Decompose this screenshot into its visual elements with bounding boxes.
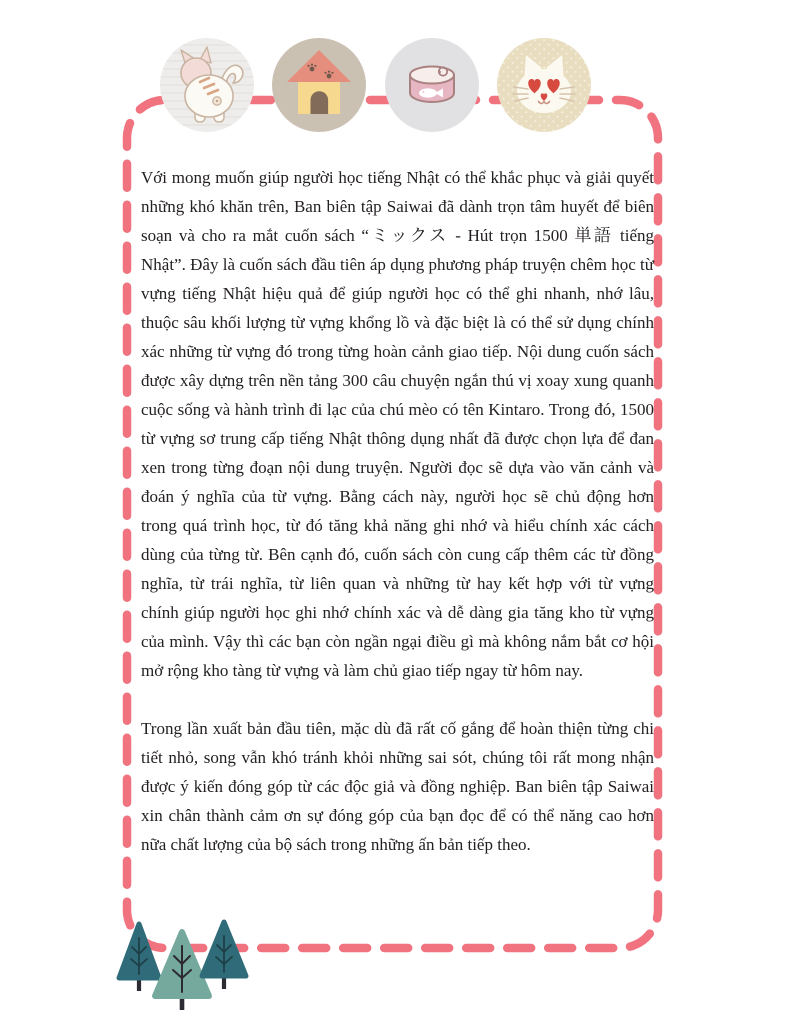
tree-light-middle: [155, 932, 209, 1010]
tree-dark-right: [202, 922, 246, 989]
pet-house-icon: [272, 38, 366, 132]
cat-back-icon: [160, 38, 254, 132]
paragraph: Với mong muốn giúp người học tiếng Nhật có thể khắc phục và giải quyết những khó khăn trên, Ban biên tập Saiwai đã dành trọn tâm huyết để biên soạn và cho ra mắt cuốn sách “ミックス - Hút trọn 1500 単語 tiếng Nhật”. Đây là cuốn sách đầu tiên áp dụng phương pháp truyện chêm học từ vựng tiếng Nhật hiệu quả để giúp người học có thể ghi nhanh, nhớ lâu, thuộc sâu khối lượng từ vựng khổng lồ và đặc biệt là có thể sử dụng chính xác những từ vựng đó trong từng hoàn cảnh giao tiếp. Nội dung cuốn sách được xây dựng trên nền tảng 300 câu chuyện ngắn thú vị xoay xung quanh cuộc sống và hành trình đi lạc của chú mèo có tên Kintaro. Trong đó, 1500 từ vựng sơ trung cấp tiếng Nhật thông dụng nhất đã được chọn lựa để đan xen trong từng đoạn nội dung truyện. Người đọc sẽ dựa vào văn cảnh và đoán ý nghĩa của từ vựng. Bằng cách này, người học sẽ chủ động hơn trong quá trình học, từ đó tăng khả năng ghi nhớ và hiểu chính xác cách dùng của từng từ. Bên cạnh đó, cuốn sách còn cung cấp thêm các từ đồng nghĩa, từ trái nghĩa, từ liên quan và những từ hay kết hợp với từ vựng chính giúp người học ghi nhớ chính xác và dễ dàng gia tăng kho từ vựng của mình. Vậy thì các bạn còn ngần ngại điều gì mà không nắm bắt cơ hội mở rộng kho tàng từ vựng và làm chủ giao tiếp ngay từ hôm nay.: [141, 168, 654, 680]
trees-decoration: [111, 910, 261, 1015]
cat-heart-face-icon: [497, 38, 591, 132]
tree-dark-left: [119, 924, 159, 991]
preface-text: [141, 163, 654, 859]
cat-food-can-icon: [385, 38, 479, 132]
paragraph: Trong lần xuất bản đầu tiên, mặc dù đã rất cố gắng để hoàn thiện từng chi tiết nhỏ, song vẫn khó tránh khỏi những sai sót, chúng tôi rất mong nhận được ý kiến đóng góp từ các độc giả và đồng nghiệp. Ban biên tập Saiwai xin chân thành cảm ơn sự đóng góp của bạn đọc để có thể năng cao hơn nữa chất lượng của bộ sách trong những ấn bản tiếp theo.: [141, 719, 654, 854]
